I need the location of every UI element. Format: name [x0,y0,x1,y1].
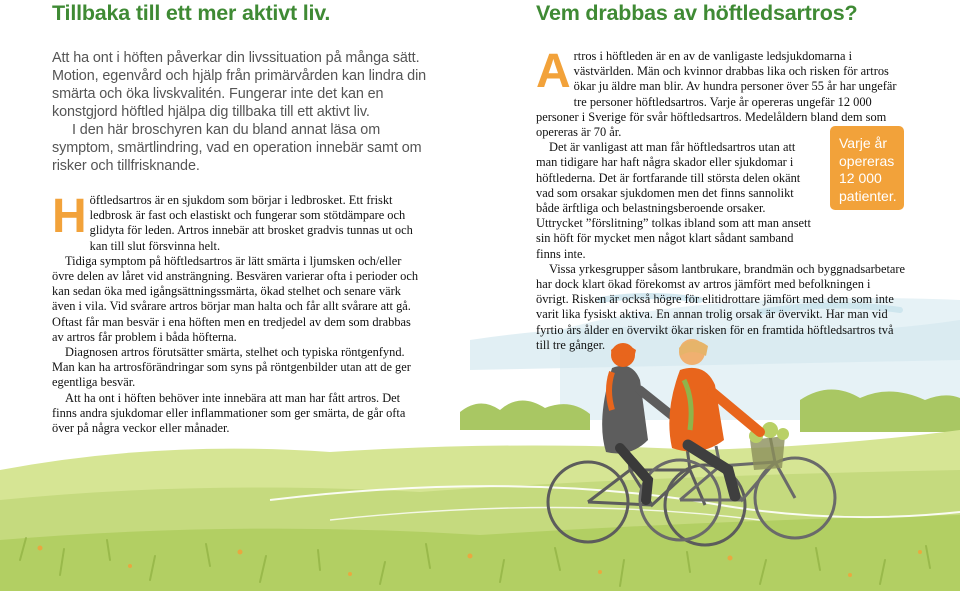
lead-paragraph-text: rtros i höftleden är en av de vanligaste ledsjukdomarna i västvärlden. Män och kvinnor drabbas lika och risken för artros ökar ju äldre man blir. Av hundra personer över 55 år har ungefär tre personer höftledsartros. Varje år opereras ungefär 12 000 personer i Sverige för svår höftledsartros. Medelåldern bland dem som opereras är 70 år. [536,49,897,140]
callout-line: Varje år [839,135,887,151]
dropcap-h: H [52,190,87,243]
callout-line: patienter. [839,187,897,204]
left-heading: Tillbaka till ett mer aktivt liv. [52,1,331,25]
lead-paragraph-text: öftledsartros är en sjukdom som börjar i ledbrosket. Ett friskt ledbrosk är fast och elastiskt och fungerar som stötdämpare och glidyta för leden. Artros innebär att brosket gradvis tunnas ut och kan till slut försvinna helt. [89,193,413,253]
body-paragraph: Tidiga symptom på höftledsartros är lätt smärta i ljumsken och/eller övre delen av låret vid ansträngning. Besvären varierar ofta i perioder och kan sedan öka med igångsättningssmärta, ökad stelhet och senare värk även i vila. Vid svårare artros börjar man halta och får allt svårare att gå. Oftast får man besvär i ena höften men en tredjedel av dem som drabbas av artros får problem i båda höfterna. [52,253,419,344]
dropcap-a: A [536,45,571,98]
body-paragraph: Att ha ont i höften behöver inte innebära att man har fått artros. Det finns andra sjukdomar eller inflammationer som ger smärta, de går ofta över på några veckor eller månader. [52,390,406,436]
statistic-callout [830,126,904,210]
body-paragraph: Vissa yrkesgrupper såsom lantbrukare, brandmän och byggnadsarbetare har dock klart ökad förekomst av artros jämfört med befolkningen i övrigt. Risken är också högre för elitidrottare jämfört med dem som inte varit lika fysiskt aktiva. En annan trolig orsak är övervikt. Har man vid fyrtio års ålder en övervikt ökar risken för en framtida höftledsartros två till tre gånger. [536,261,906,352]
left-body [52,190,422,436]
intro-paragraph: I den här broschyren kan du bland annat läsa om symptom, smärtlindring, vad en operation innebär samt om risker och tillfrisknande. [52,122,422,174]
lead-paragraph [52,190,422,254]
intro-text [52,49,432,175]
callout-line: 12 000 [839,170,882,186]
right-heading: Vem drabbas av höftledsartros? [536,1,858,25]
callout-line: opereras [839,152,895,169]
body-paragraph-text: Det är vanligast att man får höftledsartros utan att man tidigare har haft några skador eller sjukdomar i höftlederna. Det är fortfarande till största delen okänt vad som orsakar sjukdomen men det finns sannolikt både ärftliga och belastningsberoende orsaker. Uttrycket ”förslitning” tolkas ibland som att man ansett sin höft för mycket men något klart sådant samband finns inte. [536,140,811,261]
body-paragraph: Diagnosen artros förutsätter smärta, stelhet och typiska röntgenfynd. Man kan ha artrosförändringar som syns på röntgenbilder utan att de ger egentliga besvär. [52,345,411,390]
intro-paragraph: Att ha ont i höften påverkar din livssituation på många sätt. Motion, egenvård och hjälp från primärvården kan lindra din smärta och öka livskvalitén. Fungerar inte det kan en konstgjord höftled hjälpa dig tillbaka till ett aktivt liv. [52,50,427,120]
